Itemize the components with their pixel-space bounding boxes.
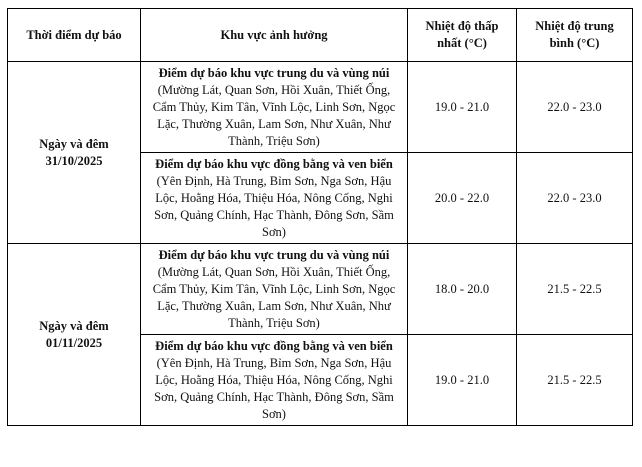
avg-temp-cell: 21.5 - 22.5	[517, 244, 633, 335]
period-label: Ngày và đêm	[39, 318, 109, 333]
header-min-temp: Nhiệt độ thấp nhất (°C)	[408, 9, 517, 62]
min-temp-cell: 20.0 - 22.0	[408, 153, 517, 244]
avg-temp-cell: 22.0 - 23.0	[517, 153, 633, 244]
period-label: Ngày và đêm	[39, 136, 109, 151]
header-row	[8, 9, 633, 62]
avg-temp-cell: 21.5 - 22.5	[517, 335, 633, 426]
area-detail: (Yên Định, Hà Trung, Bỉm Sơn, Nga Sơn, Hậu Lộc, Hoằng Hóa, Thiệu Hóa, Nông Cống, Nghi Sơn, Quảng Chính, Hạc Thành, Đông Sơn, Sầm Sơn)	[154, 173, 394, 239]
period-cell	[8, 62, 141, 244]
avg-temp-cell: 22.0 - 23.0	[517, 62, 633, 153]
area-title: Điểm dự báo khu vực trung du và vùng núi	[158, 247, 390, 262]
area-detail: (Yên Định, Hà Trung, Bỉm Sơn, Nga Sơn, Hậu Lộc, Hoằng Hóa, Thiệu Hóa, Nông Cống, Nghi Sơn, Quảng Chính, Hạc Thành, Đông Sơn, Sầm Sơn)	[154, 355, 394, 421]
area-title: Điểm dự báo khu vực đồng bằng và ven biển	[155, 338, 393, 353]
area-detail: (Mường Lát, Quan Sơn, Hồi Xuân, Thiết Ống, Cẩm Thủy, Kim Tân, Vĩnh Lộc, Linh Sơn, Ngọc Lặc, Thường Xuân, Lam Sơn, Như Xuân, Như Thành, Triệu Sơn)	[152, 82, 396, 148]
min-temp-cell: 19.0 - 21.0	[408, 62, 517, 153]
min-temp-cell: 19.0 - 21.0	[408, 335, 517, 426]
area-title: Điểm dự báo khu vực trung du và vùng núi	[158, 65, 390, 80]
header-area: Khu vực ảnh hưởng	[141, 9, 408, 62]
area-detail: (Mường Lát, Quan Sơn, Hồi Xuân, Thiết Ống, Cẩm Thủy, Kim Tân, Vĩnh Lộc, Linh Sơn, Ngọc Lặc, Thường Xuân, Lam Sơn, Như Xuân, Như Thành, Triệu Sơn)	[152, 264, 396, 330]
area-cell	[141, 62, 408, 153]
area-cell	[141, 153, 408, 244]
table-row	[8, 244, 633, 335]
area-cell	[141, 335, 408, 426]
period-date: 31/10/2025	[45, 153, 103, 168]
header-avg-temp: Nhiệt độ trung bình (°C)	[517, 9, 633, 62]
forecast-table	[7, 8, 633, 426]
period-date: 01/11/2025	[45, 335, 103, 350]
area-cell	[141, 244, 408, 335]
table-row	[8, 62, 633, 153]
min-temp-cell: 18.0 - 20.0	[408, 244, 517, 335]
period-cell	[8, 244, 141, 426]
area-title: Điểm dự báo khu vực đồng bằng và ven biển	[155, 156, 393, 171]
header-time: Thời điểm dự báo	[8, 9, 141, 62]
